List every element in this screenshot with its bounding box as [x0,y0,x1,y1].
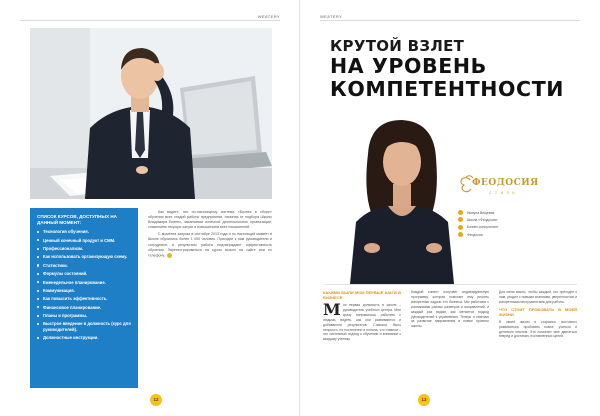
right-page [300,0,600,416]
info-row: Импула Вещевая [458,210,568,215]
location-icon [458,232,463,237]
woman-photo [330,114,470,284]
column-text: Каждый клиент получает индивидуальную программу, которая помогает ему решить конкретные задачи его бизнеса. Мы работаем с компаниями разных размеров и направлений, и каждый раз видим, как меняется подход руководителей к управлению. Теперь я отвечаю за развитие направления и новые проекты школы. [411,290,489,329]
checklist-item: Еженедельное планирование. [37,280,131,285]
checklist-item: Должностные инструкции. [37,335,131,340]
article-column-1 [323,290,401,342]
info-row: Феодосия [458,232,568,237]
body-paragraph: Как видите, это по-настоящему система «Бизнес в сборе» обучения всех стадий работы предприятия, начиная от подбора Школы Владимира Бизнес, заканчивая конечной деятельностью организации, снижением текущих затрат и повышением всех показателей. [148,210,272,230]
section-heading: КАКИМИ БЫЛИ МОИ ПЕРВЫЕ ШАГИ В БИЗНЕСЕ [323,290,401,300]
column-text: Для меня важно, чтобы каждый, кто приходит к нам, уходил с новыми знаниями, уверенностью и конкретными инструментами для работы. [499,290,577,304]
section-divider [325,284,577,285]
checklist-item: Быстрое введение в должность (курс для руководителей). [37,321,131,331]
person-icon [458,210,463,215]
checklist-item: Коммуникация. [37,288,131,293]
contact-info [458,210,568,240]
checklist-item: Ценный конечный продукт и СММ. [37,238,131,243]
column-text: оя первая должность в школе – руководитель учебного центра. Мне сразу понравилось работать с людьми, видеть, как они развиваются и добиваются результатов. Сначала было непросто, но постепенно я поняла, что главное – это системный подход к обучению и внимание к каждому ученику. [323,303,401,342]
headline-line-3: КОМПЕТЕНТНОСТИ [330,77,565,101]
checklist-item: Как использовать организующую схему. [37,254,131,259]
checklist-item: Формулы состояний. [37,271,131,276]
article-column-3 [499,290,577,341]
headline [330,38,590,101]
running-head: WEATERY [320,14,343,19]
checklist-item: Как повысить эффективность. [37,296,131,301]
logo-subtitle: С Т И Л Ь [489,191,516,195]
course-checklist-box [30,208,138,388]
column-text: В своей жизни я стараюсь постоянно развиваться, пробовать новое, учиться и делиться опытом. Это помогает мне двигаться вперед и достигать поставленных целей. [499,319,577,339]
info-row: Бизнес-консультант [458,225,568,230]
body-paragraph: С момента запуска в сентябре 2013 года и по настоящий момент в Школе обучились более 1 000 человек. Приходят к нам руководители и сотрудники, и результаты работы подтверждают эффективность обучения. Зарегистрироваться на курсы можно на сайте или по телефону. [148,232,272,258]
header-rule [320,20,580,21]
header-rule [20,20,280,21]
businessman-illustration [30,28,272,199]
drop-cap: М [323,300,341,319]
headline-line-1: КРУТОЙ ВЗЛЕТ [330,37,465,55]
checklist-item: Статистики. [37,263,131,268]
businessman-photo [30,28,272,199]
checklist-item: Технология обучения. [37,229,131,234]
left-body-text [148,210,272,260]
briefcase-icon [458,225,463,230]
section-heading: ЧТО СТОИТ ПРОБОВАТЬ В МОЕЙ ЖИЗНИ [499,306,577,317]
checklist-item: Профессионализм. [37,246,131,251]
school-icon [458,217,463,222]
running-head: WEATERY [257,14,280,19]
article-column-2 [411,290,489,331]
logo-name: ФЕОДОСИЯ [472,178,539,188]
end-mark-icon [167,253,172,258]
checklist-title: СПИСОК КУРСОВ, ДОСТУПНЫХ НА ДАННЫЙ МОМЕНТ: [37,214,117,225]
checklist-item: Планы и программы. [37,313,131,318]
headline-line-2: НА УРОВЕНЬ [330,54,487,78]
checklist [37,229,131,340]
checklist-item: Финансовое планирование. [37,305,131,310]
woman-illustration [330,114,470,284]
info-row: Школа «Феодосия» [458,217,568,222]
page-number: 12 [150,394,162,406]
page-number: 13 [418,394,430,406]
